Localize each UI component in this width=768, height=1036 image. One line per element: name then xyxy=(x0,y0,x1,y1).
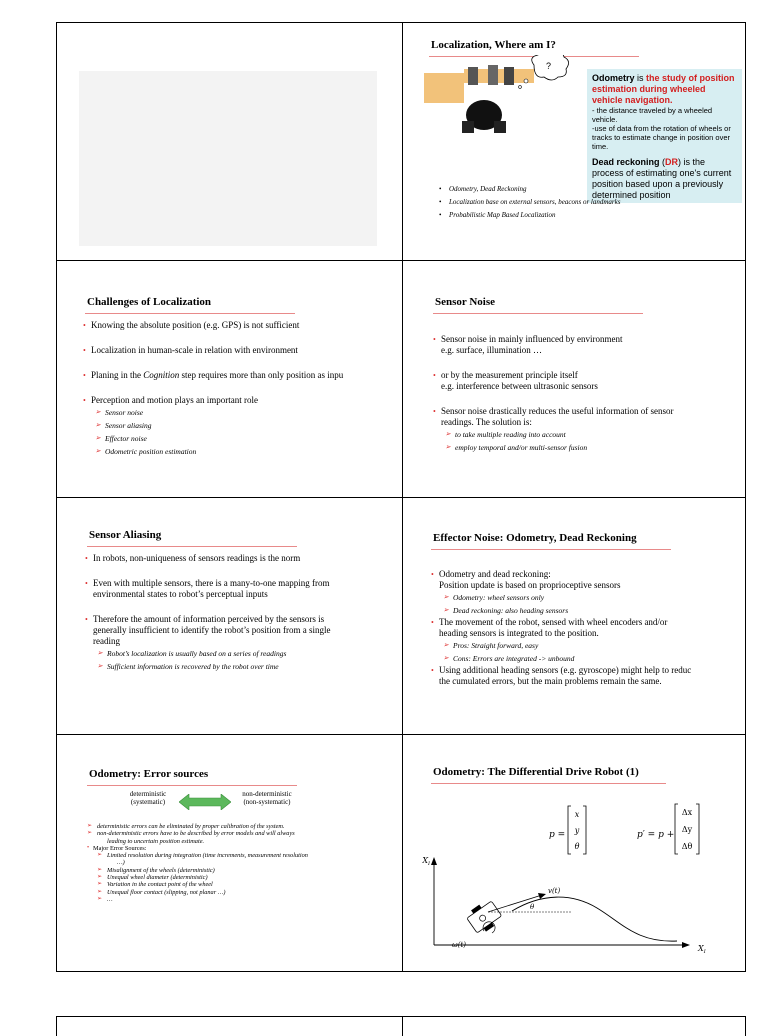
odometry-definition: the study of position estimation during wheeled vehicle navigation. xyxy=(592,73,735,105)
delta-vector xyxy=(674,803,700,855)
vector-entry: x xyxy=(574,810,580,819)
vector-entry: θ xyxy=(574,842,580,851)
odometry-term: Odometry xyxy=(592,73,635,83)
list-item: • Odometry, Dead Reckoning xyxy=(439,185,621,194)
slide-title: Sensor Noise xyxy=(435,296,495,308)
p-prime-equation: p′ = p + xyxy=(637,830,675,840)
y-axis-arrowhead xyxy=(431,857,437,865)
wall-post xyxy=(488,65,498,85)
slide-title: Localization, Where am I? xyxy=(431,39,556,51)
trajectory-path xyxy=(512,897,677,941)
list-item: the cumulated errors, but the main problems remain the same. xyxy=(439,676,662,686)
double-arrow-icon xyxy=(179,794,231,810)
list-item: • Localization base on external sensors, beacons or landmarks xyxy=(439,198,621,207)
axis-letter: X xyxy=(698,944,704,953)
vector-entry: Δy xyxy=(681,825,693,834)
list-item: • Knowing the absolute position (e.g. GPS) is not sufficient xyxy=(83,320,343,331)
list-item: ➢ Sensor aliasing xyxy=(83,419,343,432)
list-item: • Sensor noise drastically reduces the useful information of sensor xyxy=(433,406,673,417)
next-page-edge xyxy=(56,1016,746,1036)
list-item: ➢ Misalignment of the wheels (deterministic) xyxy=(87,867,308,874)
title-rule xyxy=(87,785,297,786)
odometry-point: -use of data from the rotation of wheels or tracks to estimate change in position over time. xyxy=(592,124,731,151)
column-divider xyxy=(402,1017,403,1036)
list-item: ➢ Effector noise xyxy=(83,432,343,445)
list-item: ➢ Cons: Errors are integrated -> unbound xyxy=(431,652,691,665)
list-item: • Therefore the amount of information perceived by the sensors is xyxy=(85,614,331,625)
list-item: • Localization in human-scale in relation with environment xyxy=(83,345,343,356)
sensor-noise-bullets xyxy=(433,334,673,454)
odometry-point: - the distance traveled by a wheeled vehicle. xyxy=(592,106,713,124)
list-item: ➢ deterministic errors can be eliminated by proper calibration of the system. xyxy=(87,823,308,830)
text-run: Planing in the xyxy=(91,370,144,380)
slide-title: Odometry: The Differential Drive Robot (1) xyxy=(433,766,639,778)
robot-illustration xyxy=(422,55,572,155)
list-item: ➢ Odometric position estimation xyxy=(83,445,343,458)
robot-wheel xyxy=(494,121,506,133)
list-item: • Sensor noise in mainly influenced by environment xyxy=(433,334,673,345)
p-vector xyxy=(567,805,587,855)
list-item: • or by the measurement principle itself xyxy=(433,370,673,381)
wall-post xyxy=(504,67,514,85)
title-rule xyxy=(431,783,666,784)
axis-letter: X xyxy=(422,856,429,865)
aliasing-bullets xyxy=(85,553,331,673)
text-run: step requires more than only position as inpu xyxy=(181,370,344,380)
list-item: ➢ to take multiple reading into account xyxy=(433,428,673,441)
list-item: ➢ Sensor noise xyxy=(83,406,343,419)
wall-block xyxy=(424,73,464,103)
list-item: generally insufficient to identify the robot’s position from a single xyxy=(93,625,331,635)
vector-entry: Δθ xyxy=(681,842,693,851)
double-arrow-shape xyxy=(179,794,231,810)
x-axis-arrowhead xyxy=(682,942,690,948)
non-deterministic-label xyxy=(227,790,307,806)
dr-definition: is the process of estimating one's current position based upon a previously determined position xyxy=(592,157,732,200)
list-item: heading sensors is integrated to the position. xyxy=(439,628,599,638)
localization-bullets xyxy=(439,185,621,224)
list-item: ➢ Unequal floor contact (slipping, not planar …) xyxy=(87,889,308,896)
list-item: • Using additional heading sensors (e.g. gyroscope) might help to reduc xyxy=(431,665,691,676)
list-item: environmental states to robot’s perceptual inputs xyxy=(93,589,268,599)
vector-entry: Δx xyxy=(681,808,693,817)
list-item: Position update is based on proprioceptive sensors xyxy=(439,580,621,590)
list-item xyxy=(83,370,343,381)
slide-title: Challenges of Localization xyxy=(87,296,212,308)
row-divider xyxy=(57,734,745,735)
list-item: e.g. surface, illumination … xyxy=(441,345,542,355)
list-item: • In robots, non-uniqueness of sensors readings is the norm xyxy=(85,553,331,564)
dr-term: Dead reckoning xyxy=(592,157,660,167)
list-item: ➢ Odometry: wheel sensors only xyxy=(431,591,691,604)
handout-page xyxy=(56,22,746,972)
axis-subscript: I xyxy=(428,861,430,867)
list-item: ➢ … xyxy=(87,896,308,903)
error-panel xyxy=(79,71,377,246)
velocity-label: v(t) xyxy=(548,887,561,895)
question-mark: ? xyxy=(546,61,552,71)
thought-dot xyxy=(524,79,528,83)
list-item: …) xyxy=(117,859,125,867)
label-line: (non-systematic) xyxy=(243,798,291,806)
text-run: Cognition xyxy=(143,370,180,380)
axis-subscript: I xyxy=(703,949,706,953)
list-item: • Perception and motion plays an important role xyxy=(83,395,343,406)
list-item: reading xyxy=(93,636,120,646)
effector-bullets xyxy=(431,569,691,687)
robot-wheel xyxy=(462,121,474,133)
title-rule xyxy=(85,313,295,314)
list-item: ➢ Robot’s localization is usually based on a series of readings xyxy=(85,647,331,660)
list-item: ➢ non-deterministic errors have to be described by error models and will always xyxy=(87,830,308,837)
list-item: readings. The solution is: xyxy=(441,417,532,427)
list-item: • Major Error Sources: xyxy=(87,845,308,852)
title-rule xyxy=(431,549,671,550)
robot-trajectory-diagram xyxy=(422,853,737,953)
thought-dot xyxy=(519,86,522,89)
list-item: leading to uncertain position estimate. xyxy=(107,837,205,845)
list-item: e.g. interference between ultrasonic sensors xyxy=(441,381,598,391)
title-rule xyxy=(433,313,643,314)
p-equation: p = xyxy=(549,830,566,840)
wall-post xyxy=(468,67,478,85)
label-line: non-deterministic xyxy=(242,790,292,798)
theta-label: θ xyxy=(530,903,535,911)
list-item: ➢ Pros: Straight forward, easy xyxy=(431,639,691,652)
list-item: • Probabilistic Map Based Localization xyxy=(439,211,621,220)
list-item: ➢ Unequal wheel diameter (deterministic) xyxy=(87,874,308,881)
list-item: ➢ Variation in the contact point of the wheel xyxy=(87,881,308,888)
slide-title: Sensor Aliasing xyxy=(89,529,162,541)
y-axis-label xyxy=(422,856,431,867)
odometry-definition-box: Odometry is the study of position estimation during wheeled vehicle navigation. - the distance traveled by a wheeled vehicle. -use of data from the rotation of wheels or tracks to estimate change in position over time. Dead reckoning (DR) is the process of estimating one's current position based upon a previously determined position xyxy=(587,69,742,203)
slide-title: Effector Noise: Odometry, Dead Reckoning xyxy=(433,532,637,544)
robot-icon xyxy=(465,898,504,937)
list-item: ➢ Sufficient information is recovered by the robot over time xyxy=(85,660,331,673)
label-line: deterministic xyxy=(129,790,167,798)
list-item: • The movement of the robot, sensed with wheel encoders and/or xyxy=(431,617,691,628)
challenges-bullets xyxy=(83,320,343,458)
deterministic-label xyxy=(113,790,183,806)
label-line: (systematic) xyxy=(130,798,166,806)
list-item: • Odometry and dead reckoning: xyxy=(431,569,691,580)
odometry-is: is xyxy=(634,73,647,83)
dr-abbr: DR xyxy=(665,157,679,167)
list-item: ➢ employ temporal and/or multi-sensor fusion xyxy=(433,441,673,454)
omega-label: ω(t) xyxy=(452,941,466,949)
list-item: • Even with multiple sensors, there is a many-to-one mapping from xyxy=(85,578,331,589)
title-rule xyxy=(87,546,297,547)
slide-title: Odometry: Error sources xyxy=(89,768,209,780)
row-divider xyxy=(57,497,745,498)
vector-entry: y xyxy=(574,826,580,835)
error-list xyxy=(87,823,308,903)
x-axis-label xyxy=(697,944,707,953)
list-item: ➢ Limited resolution during integration (time increments, measurement resolution xyxy=(87,852,308,859)
list-item: ➢ Dead reckoning: also heading sensors xyxy=(431,604,691,617)
